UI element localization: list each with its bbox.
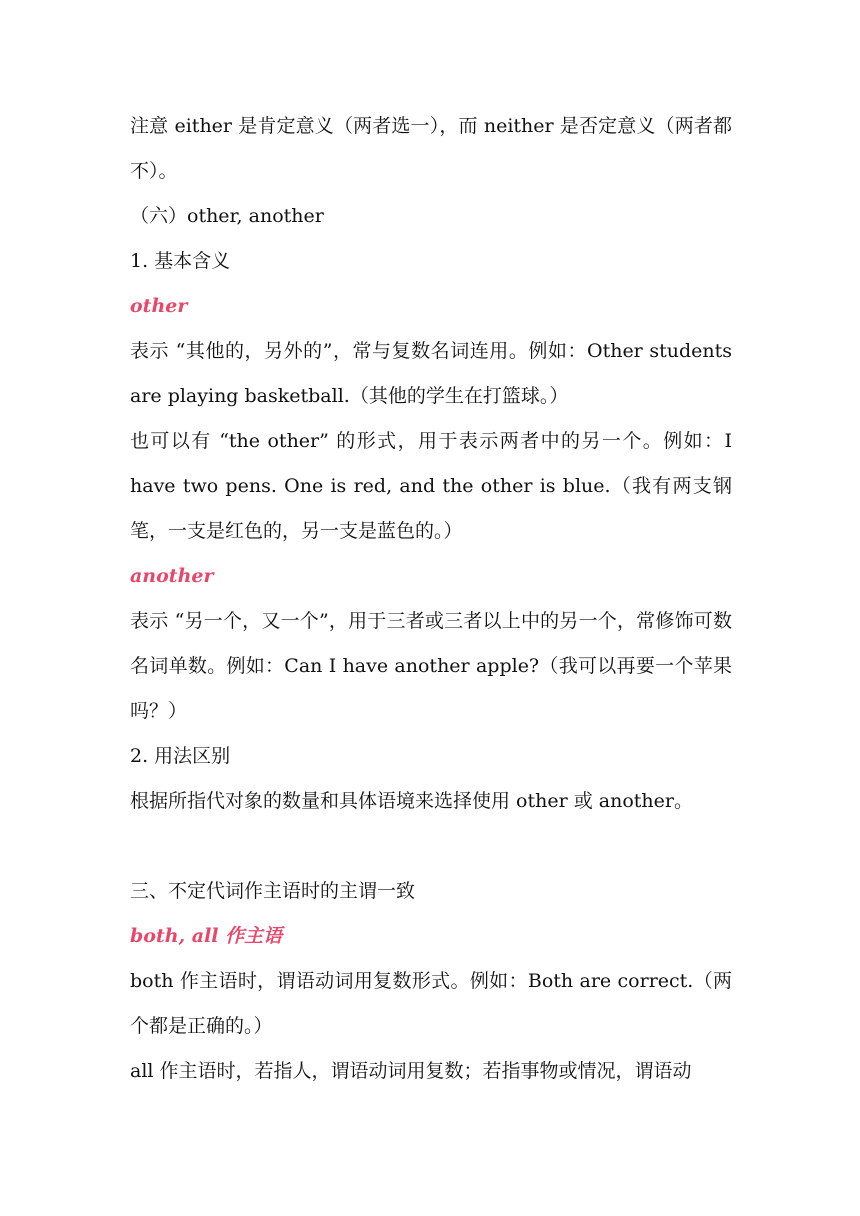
document-page bbox=[130, 104, 732, 1094]
paragraph-all-subject: all 作主语时，若指人，谓语动词用复数；若指事物或情况，谓语动 bbox=[130, 1060, 692, 1082]
paragraph-either-neither: 注意 either 是肯定意义（两者选一），而 neither 是否定意义（两者都不）。 bbox=[130, 115, 732, 182]
section-heading-subject-verb-agreement: 三、不定代词作主语时的主谓一致 bbox=[130, 880, 416, 902]
paragraph-usage-difference: 根据所指代对象的数量和具体语境来选择使用 other 或 another。 bbox=[130, 790, 693, 812]
term-heading-other: other bbox=[130, 295, 188, 317]
subheading-usage-difference: 2. 用法区别 bbox=[130, 745, 231, 767]
blank-line bbox=[130, 824, 732, 869]
subheading-basic-meaning: 1. 基本含义 bbox=[130, 250, 231, 272]
paragraph-another-meaning: 表示 “另一个，又一个”，用于三者或三者以上中的另一个，常修饰可数名词单数。例如：Can I have another apple?（我可以再要一个苹果吗？） bbox=[130, 610, 732, 722]
paragraph-both-subject: both 作主语时，谓语动词用复数形式。例如：Both are correct.（两个都是正确的。） bbox=[130, 970, 732, 1037]
section-heading-other-another: （六）other, another bbox=[130, 205, 324, 227]
term-heading-both-all: both, all 作主语 bbox=[130, 925, 283, 947]
paragraph-the-other: 也可以有 “the other” 的形式，用于表示两者中的另一个。例如：I have two pens. One is red, and the other is blue.（我有两支钢笔，一支是红色的，另一支是蓝色的。） bbox=[130, 430, 732, 542]
paragraph-other-meaning: 表示 “其他的，另外的”，常与复数名词连用。例如：Other students are playing basketball.（其他的学生在打篮球。） bbox=[130, 340, 732, 407]
term-heading-another: another bbox=[130, 565, 214, 587]
